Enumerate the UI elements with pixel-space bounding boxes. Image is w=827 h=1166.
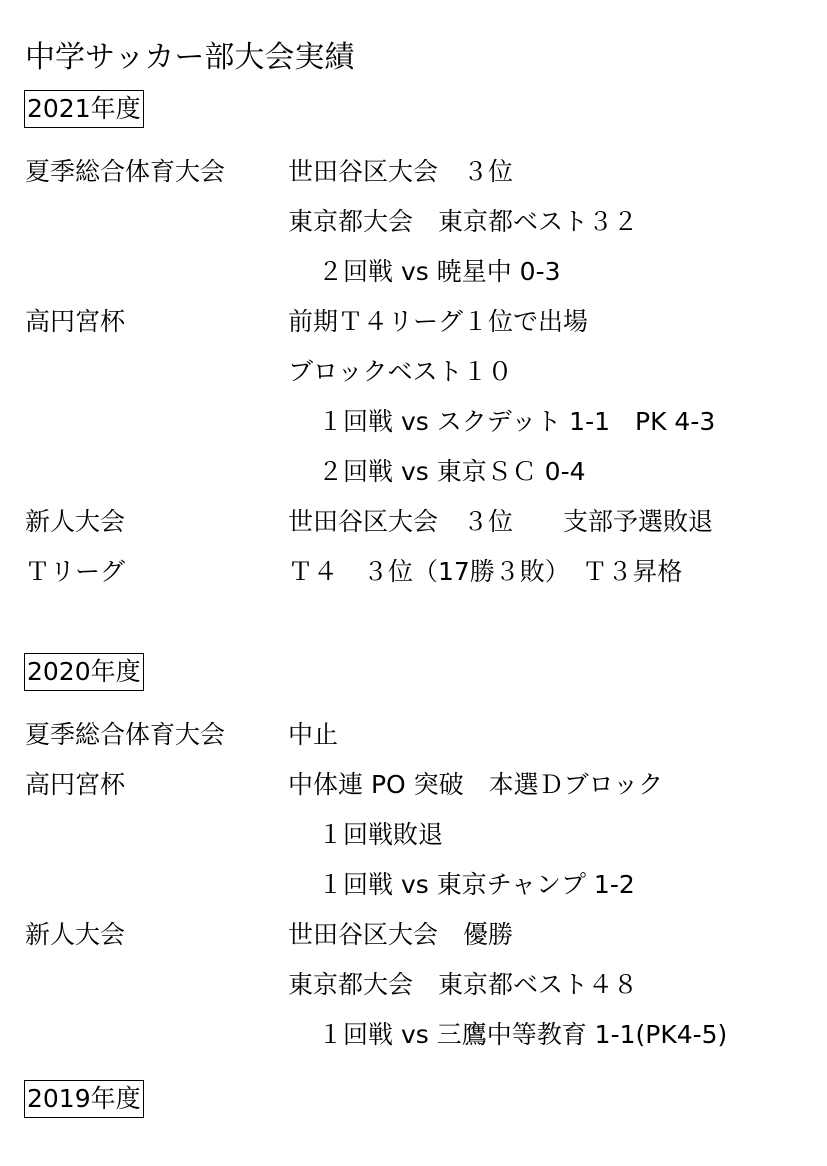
category-label: 新人大会 (25, 507, 126, 536)
year-heading-2020: 2020年度 (24, 653, 144, 691)
year-heading-2019: 2019年度 (24, 1080, 144, 1118)
result-line: 中体連 PO 突破 本選Ｄブロック (288, 770, 664, 799)
result-line: 世田谷区大会 ３位 (288, 157, 514, 186)
result-line: 東京都大会 東京都ベスト４８ (288, 970, 639, 999)
category-label: 夏季総合体育大会 (25, 720, 226, 749)
category-label: Ｔリーグ (25, 557, 126, 586)
match-result-line: ２回戦 vs 東京ＳＣ 0-4 (318, 457, 586, 486)
match-result-line: １回戦 vs 三鷹中等教育 1-1(PK4-5) (318, 1020, 728, 1049)
page-title: 中学サッカー部大会実績 (25, 40, 355, 75)
result-line: 世田谷区大会 優勝 (288, 920, 514, 949)
category-label: 高円宮杯 (25, 770, 126, 799)
result-line: 前期Ｔ４リーグ１位で出場 (288, 307, 589, 336)
match-result-line: １回戦 vs 東京チャンプ 1-2 (318, 870, 635, 899)
category-label: 高円宮杯 (25, 307, 126, 336)
category-label: 夏季総合体育大会 (25, 157, 226, 186)
year-heading-2021: 2021年度 (24, 90, 144, 128)
match-result-line: １回戦敗退 (318, 820, 444, 849)
result-line: 世田谷区大会 ３位 支部予選敗退 (288, 507, 714, 536)
result-line: ブロックベスト１０ (288, 357, 513, 386)
match-result-line: １回戦 vs スクデット 1-1 PK 4-3 (318, 407, 716, 436)
result-line: 東京都大会 東京都ベスト３２ (288, 207, 639, 236)
result-line: 中止 (288, 720, 339, 749)
match-result-line: ２回戦 vs 暁星中 0-3 (318, 257, 561, 286)
result-line: Ｔ４ ３位（17勝３敗） Ｔ３昇格 (288, 557, 683, 586)
category-label: 新人大会 (25, 920, 126, 949)
